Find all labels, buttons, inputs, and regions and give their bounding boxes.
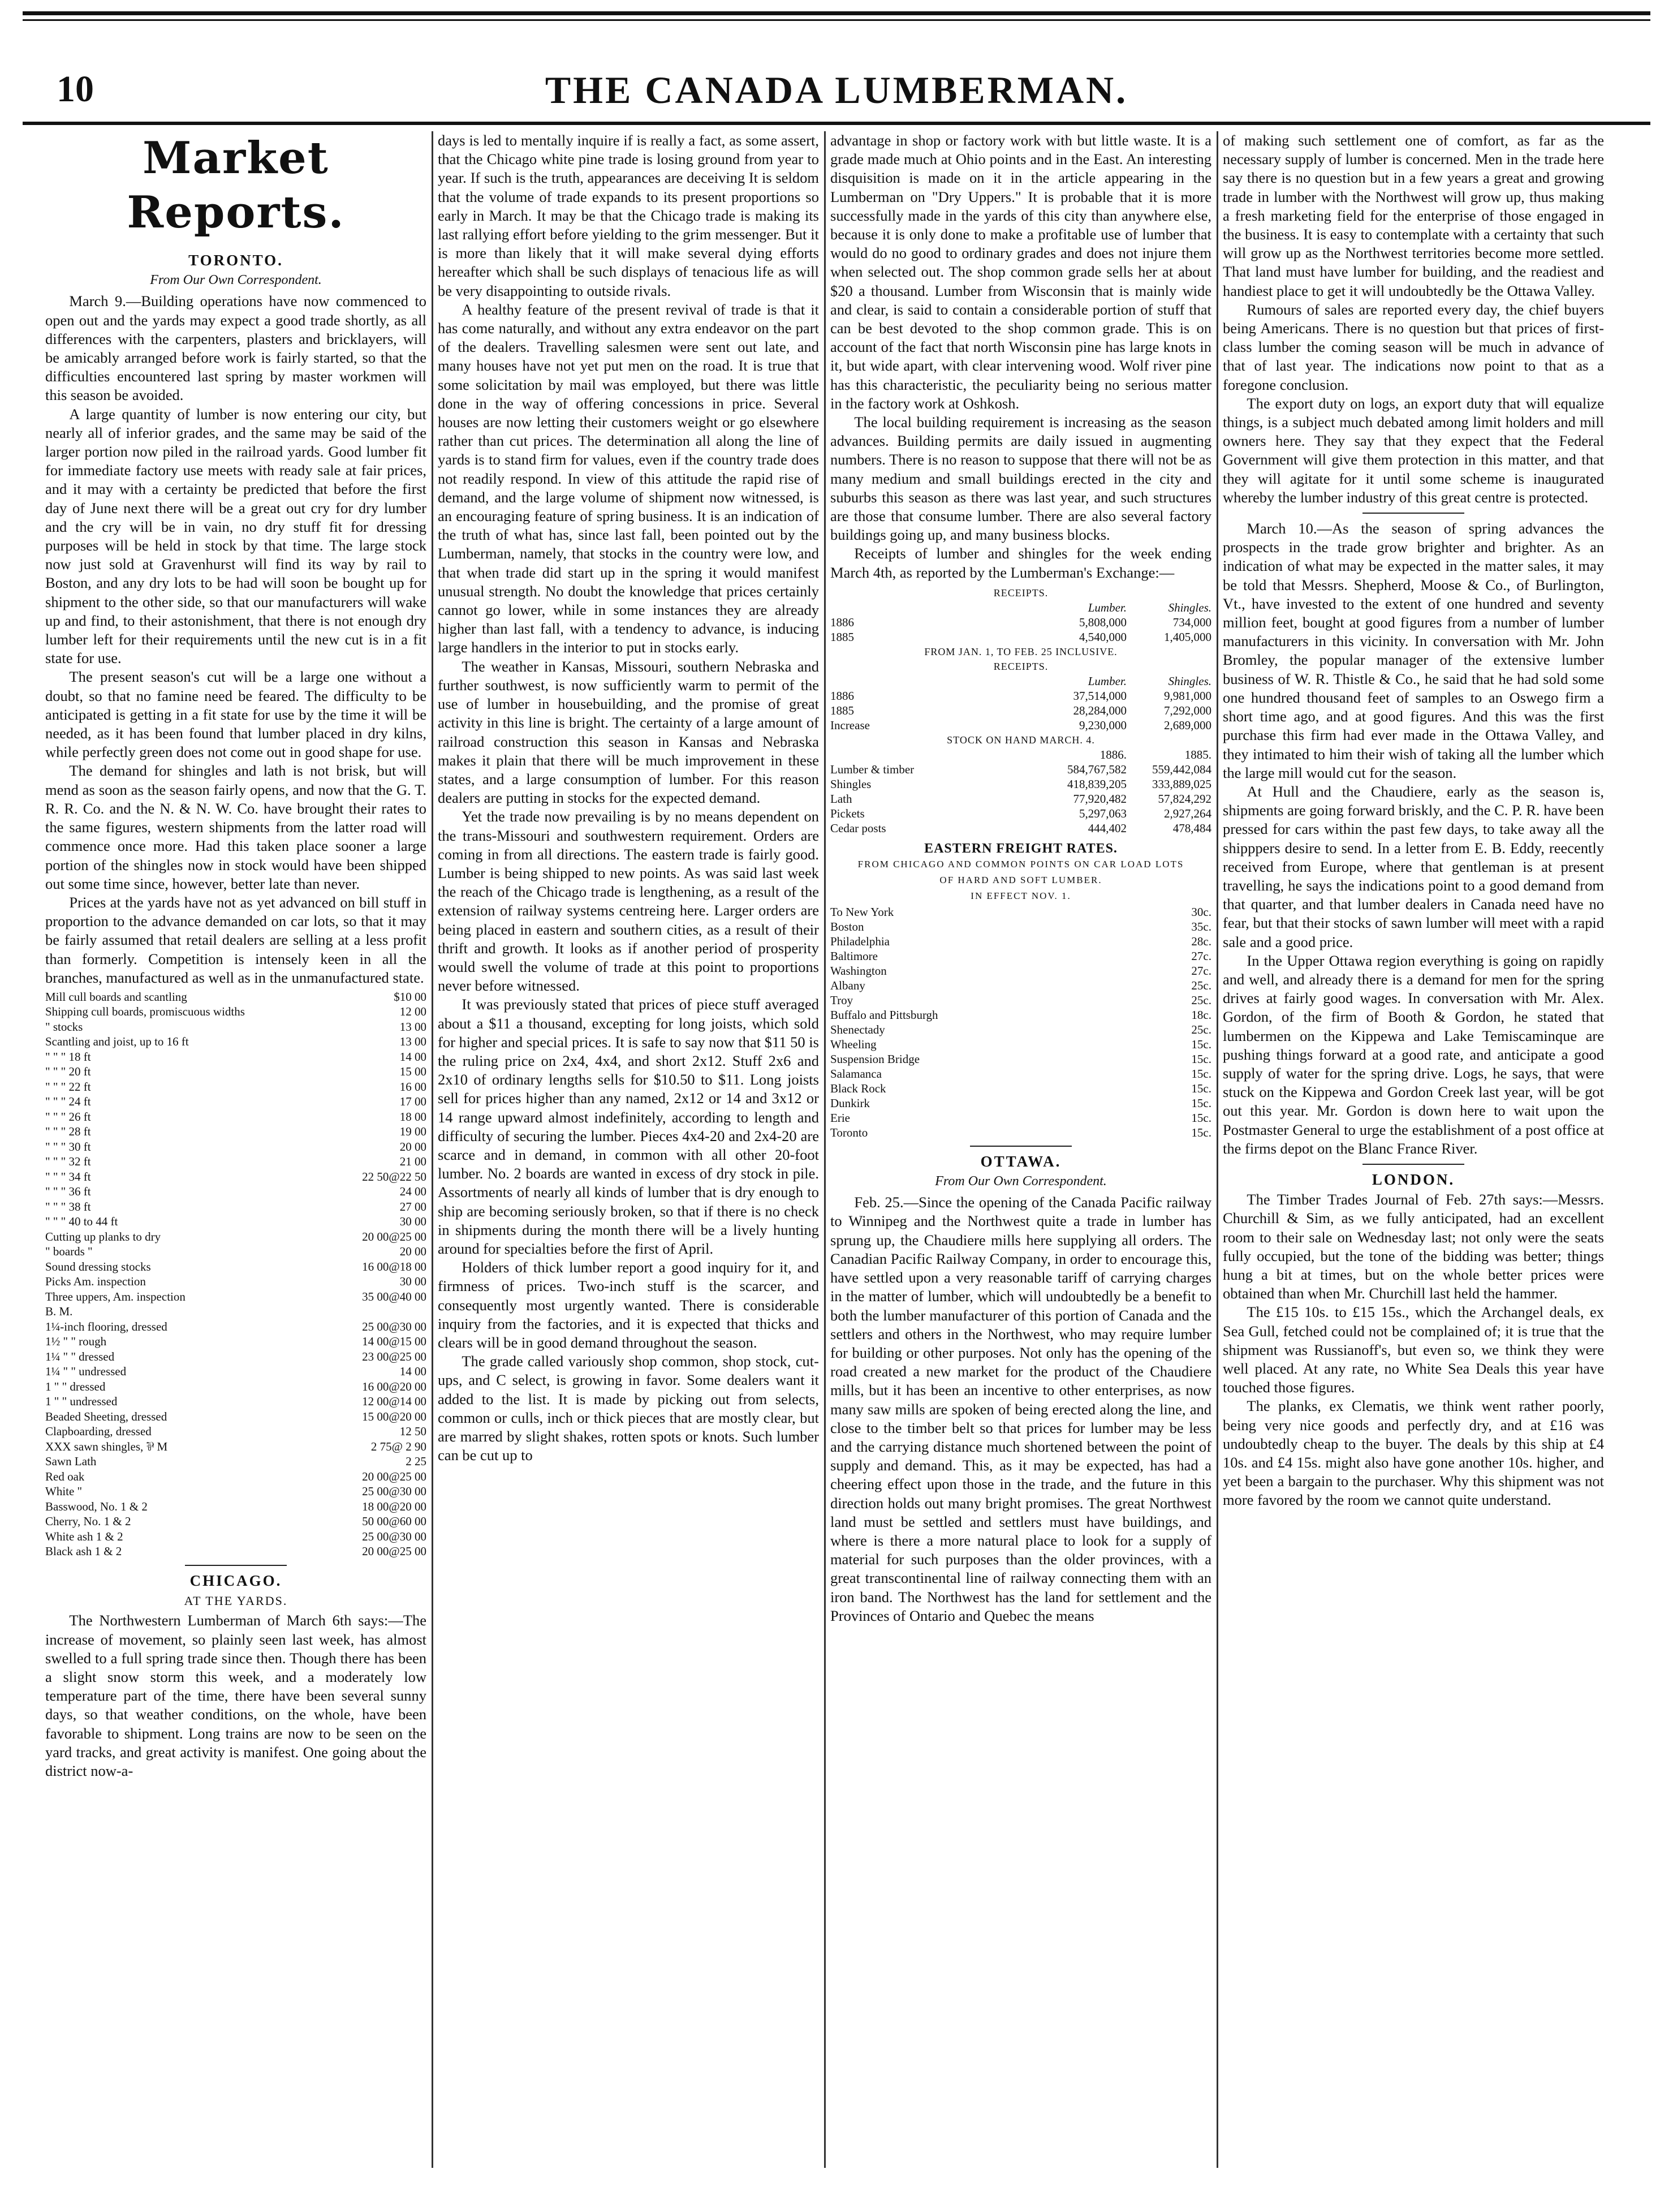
paragraph: The present season's cut will be a large one without a doubt, so that no famine need be feared. The difficulty to be anticipated is getting in a fit state for use by the time it will be needed, as it has been found that lumber placed in dry kilns, while perfectly green does not come out in good shape for use. — [45, 668, 426, 761]
freight-place: Erie — [830, 1111, 850, 1125]
table-row — [45, 1214, 426, 1229]
paragraph: Feb. 25.—Since the opening of the Canada Pacific railway to Winnipeg and the Northwest quite a trade in lumber has sprung up, the Chaudiere mills here supplying all orders. The Canadian Pacific Railway Company, in order to encourage this, have settled upon a very reasonable tariff of carrying charges in the matter of lumber, which will undoubtedly be a benefit to both the lumber manufacturer of this portion of Canada and the settlers and others in the Northwest, who may require lumber for building or other purposes. Not only has the opening of the road created a new market for the product of the Chaudiere mills, but it has been an incentive to other enterprises, as now many saw mills are spoken of being erected along the line, and close to the timber belt so that prices for lumber may be less and the carrying distance much shortened between the point of supply and demand. This, as it may be expected, has had a cheering effect upon those in the trade, and the future in this direction holds out many bright promises. The great Northwest land must be settled and settlers must have buildings, and where is there a more natural place to look for a supply of material for such purposes than the older provinces, with a great transcontinental line of railway connecting them with an iron band. The Northwest has the land for settlement and the Provinces of Ontario and Quebec the means — [830, 1194, 1211, 1624]
price-item: Basswood, No. 1 & 2 — [45, 1499, 148, 1513]
table-row — [830, 806, 1211, 821]
stock-item: Shingles — [830, 777, 872, 791]
toronto-byline: From Our Own Correspondent. — [150, 273, 322, 288]
col-header: Lumber. — [1088, 600, 1127, 614]
price-item: " " " 18 ft — [45, 1049, 91, 1064]
paragraph: The £15 10s. to £15 15s., which the Archangel deals, ex Sea Gull, fetched could not be complained of; it is true that the shipment was Russianoff's, but even so, we think they were well placed. At any rate, no White Sea Deals this year have touched those figures. — [1223, 1303, 1604, 1396]
freight-place: Toronto — [830, 1125, 868, 1139]
freight-place: Boston — [830, 919, 864, 933]
price-value: 2 25 — [406, 1454, 426, 1469]
price-value: 12 00 — [399, 1005, 426, 1019]
freight-sub: FROM CHICAGO AND COMMON POINTS ON CAR LOAD LOTS — [857, 858, 1184, 870]
price-item: Mill cull boards and scantling — [45, 989, 187, 1004]
paragraph: The demand for shingles and lath is not brisk, but will mend as soon as the season fairly opens, and now that the G. T. R. R. Co. and the N. & N. W. Co. have brought their rates to the same figures, western shipments from the latter road will commence once more. Had this taken place sooner a large portion of the shingles now in stock would have been shipped out some time since, however, better late than never. — [45, 762, 426, 892]
table-row: 1886 37,514,000 9,981,000 — [830, 688, 1211, 703]
table-row — [45, 1514, 426, 1529]
price-value: 2 75@ 2 90 — [370, 1439, 426, 1453]
price-value: 20 00@25 00 — [362, 1229, 426, 1243]
price-item: " " " 34 ft — [45, 1169, 91, 1184]
price-item: 1¼-inch flooring, dressed — [45, 1319, 167, 1333]
section-rule — [970, 1146, 1072, 1147]
table-row — [45, 1304, 426, 1319]
freight-place: Suspension Bridge — [830, 1052, 920, 1066]
top-rule — [23, 11, 1650, 15]
paragraph: of making such settlement one of comfort, as far as the necessary supply of lumber is concerned. Men in the trade here say there is no question but in a few years a great and growing trade in lumber with the Northwest will grow up, thus making a fresh marketing field for the enterprise of those engaged in the business. It is easy to contemplate with a certainty that such will grow up as the Northwest territories become more settled. That land must have lumber for building, and the readiest and handiest place to get it will undoubtedly be the Ottawa Valley. — [1223, 132, 1604, 299]
price-value: 17 00 — [399, 1095, 426, 1109]
price-item: " " " 38 ft — [45, 1199, 91, 1213]
table-row — [45, 1019, 426, 1035]
price-value: 27 00 — [399, 1199, 426, 1213]
paragraph: Yet the trade now prevailing is by no means dependent on the trans-Missouri and southwestern requirement. Orders are coming in from all directions. The eastern trade is fairly good. Lumber is being shipped to new points. As was said last week the reach of the Chicago trade is lengthening, as a result of the extension of railway systems centreing here. Larger orders are being placed in eastern and southern cities, as a result of their thrift and growth. It looks as if another period of prosperity would swell the volume of trade at this point to proportions never before witnessed. — [438, 808, 819, 995]
paragraph: The weather in Kansas, Missouri, southern Nebraska and further southwest, is now sufficiently warm to permit of the use of lumber in housebuilding, and the promise of great activity in this line is bright. The certainty of a large amount of railroad construction this season in Kansas and Nebraska makes it plain that there will be much improvement in these states, and a large consumption of lumber. For this reason dealers are putting in stocks for the expected demand. — [438, 657, 819, 807]
page-number: 10 — [57, 68, 94, 110]
column-4 — [1223, 131, 1604, 2191]
stock-1885: 2,927,264 — [1164, 806, 1211, 820]
freight-rows — [830, 905, 1211, 1140]
stock-1885: 57,824,292 — [1158, 791, 1211, 806]
table-row — [830, 821, 1211, 836]
receipts-caption: RECEIPTS. — [993, 660, 1049, 672]
stock-item: Pickets — [830, 806, 865, 820]
price-item: Beaded Sheeting, dressed — [45, 1409, 167, 1423]
price-item: " " " 28 ft — [45, 1125, 91, 1139]
table-row — [45, 1094, 426, 1109]
freight-rate: 27c. — [1191, 963, 1211, 978]
paragraph: advantage in shop or factory work with but little waste. It is a grade made much at Ohio points and in the East. An interesting disquisition is made on it in the article appearing in the Lumberman on "Dry Uppers." It is probable that it is more successfully made in the yards of this city than anywhere else, because it is only done to make a profitable use of lumber that would do no good to ordinary grades and does not injure them when selected out. The shop common grade sells her at about $20 a thousand. Lumber from Wisconsin that is mainly wide and clear, is said to contain a considerable portion of stuff that can be best devoted to the shop common grade. This is on account of the fact that north Wisconsin pine has large knots in it, but wide apart, with clear intervening wood. Wolf river pine has this characteristic, the peculiarity being no serious matter in the factory work at Oshkosh. — [830, 132, 1211, 412]
receipts-header-row — [830, 600, 1211, 615]
column-divider — [1217, 131, 1218, 2168]
freight-rate: 15c. — [1191, 1125, 1211, 1139]
table-row — [45, 1319, 426, 1335]
column-divider — [824, 131, 826, 2168]
table-row — [830, 1096, 1211, 1111]
freight-rates — [830, 841, 1211, 1140]
paragraph: The grade called variously shop common, shop stock, cut-ups, and C select, is growing in favor. Some dealers want it added to the list. It is made by picking out from selects, common or culls, inch or thick pieces that are mostly clear, but are marred by slight shakes, rotten spots or knots. Such lumber can be cut up to — [438, 1353, 819, 1464]
stock-item: Lumber & timber — [830, 762, 915, 776]
freight-title: EASTERN FREIGHT RATES. — [924, 841, 1118, 856]
table-row — [45, 1274, 426, 1289]
table-row — [830, 1037, 1211, 1052]
stock-1885: 478,484 — [1172, 821, 1211, 835]
freight-place: Buffalo and Pittsburgh — [830, 1008, 938, 1022]
price-item: 1 " " undressed — [45, 1395, 118, 1409]
table-row — [45, 1349, 426, 1365]
price-value: 16 00@20 00 — [362, 1379, 426, 1393]
price-item: " " " 40 to 44 ft — [45, 1215, 118, 1229]
paragraph: Prices at the yards have not as yet advanced on bill stuff in proportion to the advance demanded on car lots, so that it may be fairly assumed that retail dealers are selling at a less profit than formerly. Competition is intensely keen in all the branches, manufactured as well as in the unmanufactured state. — [45, 893, 426, 986]
price-item: " " " 32 ft — [45, 1155, 91, 1169]
table-row — [45, 1499, 426, 1514]
price-value: 22 50@22 50 — [362, 1169, 426, 1184]
stock-1885: 559,442,084 — [1152, 762, 1211, 776]
section-rule — [1362, 513, 1464, 514]
paragraph: days is led to mentally inquire if is really a fact, as some assert, that the Chicago white pine trade is losing ground from year to year. If such is the truth, appearances are deceiving It is seldom that the volume of trade expands to its present proportions so early in March. It may be that the Chicago trade is making its last rallying effort before yielding to the grim messenger. But it is more than likely that it will make several dying efforts hereafter which shall be such displays of tenacious life as will be very disappointing to outside rivals. — [438, 132, 819, 299]
table-row — [45, 1124, 426, 1139]
price-item: 1¼ " " undressed — [45, 1365, 127, 1379]
price-item: Cherry, No. 1 & 2 — [45, 1514, 131, 1529]
price-item: Black ash 1 & 2 — [45, 1544, 122, 1559]
price-item: " " " 36 ft — [45, 1185, 91, 1199]
table-row — [45, 1064, 426, 1079]
paragraph: A large quantity of lumber is now entering our city, but nearly all of inferior grades, and the same may be said of the larger portion now piled in the railroad yards. Good lumber fit for immediate factory use meets with ready sale at fair prices, and it may with a certainty be predicted that before the first day of June next there will be a great out cry for dry lumber and the cry will be in vain, no dry stuff fit for dressing purposes will be held in stock by that time. The large stock now just sold at Gravenhurst will find its way by rail to Boston, and any dry lots to be had will soon be bought up for shipment to the other side, so that our manufacturers will wake up and find, to their astonishment, that there is not enough dry lumber left for their requirements until the new cut is in a fit state for use. — [45, 405, 426, 667]
toronto-heading: TORONTO. — [188, 252, 283, 269]
price-item: " boards " — [45, 1245, 93, 1259]
price-item: Scantling and joist, up to 16 ft — [45, 1035, 189, 1049]
freight-rate: 25c. — [1191, 1022, 1211, 1036]
price-value: 35 00@40 00 — [362, 1289, 426, 1303]
stock-1886: 584,767,582 — [1067, 762, 1127, 776]
table-row — [45, 1439, 426, 1454]
ottawa-heading: OTTAWA. — [980, 1152, 1062, 1170]
freight-place: To New York — [830, 905, 894, 919]
table-row — [830, 1066, 1211, 1081]
paragraph: The Timber Trades Journal of Feb. 27th says:—Messrs. Churchill & Sim, as we fully anticipated, had an excellent room to their sale on Wednesday last; not only were the seats fully occupied, but the tone of the bidding was better; things hung a bit at times, but on the whole better prices were obtained than when Mr. Churchill last held the hammer. — [1223, 1191, 1604, 1302]
price-value: 14 00 — [399, 1049, 426, 1064]
price-value: 12 00@14 00 — [362, 1395, 426, 1409]
price-item: " " " 20 ft — [45, 1065, 91, 1079]
freight-rate: 15c. — [1191, 1066, 1211, 1081]
price-value: 21 00 — [399, 1155, 426, 1169]
paragraph: At Hull and the Chaudiere, early as the season is, shipments are going forward briskly, and the C. P. R. have been pressed for cars within the past few days, to take away all the shipppers desire to send. In a letter from E. B. Eddy, reecently received from Europe, where that gentleman is at present travelling, he says the indications point to a good demand from that quarter, and that lumber dealers in Canada need have no fear, but that their stocks of sawn lumber will meet with a rapid sale and a good price. — [1223, 782, 1604, 950]
paragraph: In the Upper Ottawa region everything is going on rapidly and well, and already there is a demand for men for the spring drives at fairly good wages. In conversation with Mr. Alex. Gordon, of the firm of Booth & Gordon, he stated that lumbermen on the Kippewa and Lake Temiscaminque are pushing things forward at a good rate, and anticipate a good supply of water for the spring drive. Logs, he says, that were stuck on the Kippewa and Gordon Creek last year, will be got out this year. Mr. Gordon is down here to wait upon the Postmaster General to urge the establishment of a post office at the firms depot on the Blanc France River. — [1223, 952, 1604, 1157]
freight-rate: 30c. — [1191, 905, 1211, 919]
table-row: 1886 5,808,000 734,000 — [830, 615, 1211, 629]
price-value: 13 00 — [399, 1019, 426, 1034]
price-item: Three uppers, Am. inspection — [45, 1289, 186, 1303]
table-row — [830, 949, 1211, 963]
paragraph: Rumours of sales are reported every day, the chief buyers being Americans. There is no question but that prices of first-class lumber the coming season will be much in advance of that of last year. The indications now point to that as a foregone conclusion. — [1223, 300, 1604, 393]
freight-rate: 25c. — [1191, 993, 1211, 1007]
paragraph: The Northwestern Lumberman of March 6th says:—The increase of movement, so plainly seen last week, has almost swelled to a full spring trade since then. Though there has been a slight snow storm this week, and a moderately low temperature part of the time, there have been several sunny days, so that weather conditions, on the whole, have been favorable to shipment. Long trains are now to be seen on the yard tracks, and great activity is manifest. One going about the district now-a- — [45, 1612, 426, 1779]
freight-sub: IN EFFECT NOV. 1. — [971, 890, 1071, 901]
table-row — [830, 993, 1211, 1008]
freight-rate: 15c. — [1191, 1052, 1211, 1066]
price-item: Sawn Lath — [45, 1454, 97, 1469]
stock-1886: 444,402 — [1088, 821, 1127, 835]
freight-place: Wheeling — [830, 1037, 877, 1051]
table-row — [45, 1484, 426, 1499]
price-value: $10 00 — [394, 989, 426, 1004]
stock-item: Cedar posts — [830, 821, 886, 835]
price-value: 12 50 — [399, 1425, 426, 1439]
freight-rate: 18c. — [1191, 1008, 1211, 1022]
table-row: 1885 28,284,000 7,292,000 — [830, 703, 1211, 717]
receipts-caption: FROM JAN. 1, TO FEB. 25 INCLUSIVE. — [924, 645, 1118, 657]
price-item: 1 " " dressed — [45, 1379, 106, 1393]
price-value: 20 00@25 00 — [362, 1469, 426, 1483]
price-value: 15 00 — [399, 1065, 426, 1079]
price-item: 1¼ " " dressed — [45, 1349, 115, 1363]
table-row — [45, 1229, 426, 1245]
price-item: Clapboarding, dressed — [45, 1425, 152, 1439]
london-heading: LONDON. — [1372, 1170, 1455, 1188]
paragraph: A healthy feature of the present revival of trade is that it has come naturally, and without any extra endeavor on the part of the dealers. Travelling salesmen were sent out late, and many houses have not yet put men on the road. It is true that some solicitation by mail was employed, but there was little done in the way of offering concessions in price. Several houses are now letting their customers weight or go elsewhere rather than cut prices. The determination all along the line of yards is to stand firm for values, even if the country trade does not readily respond. In view of this attitude the rapid rise of demand, and the large volume of shipment now witnessed, is an encouraging feature of spring business. It is an indication of the truth of what has, since last fall, been pointed out by the Lumberman, namely, that stocks in the country were low, and that when trade did start up in the spring it would manifest unusual strength. No doubt the knowledge that prices certainly cannot go lower, while in some instances they are already higher than last fall, with a tendency to advance, is inducing large handlers in the interior to put in stocks early. — [438, 300, 819, 656]
freight-rate: 15c. — [1191, 1037, 1211, 1051]
price-value: 30 00 — [399, 1275, 426, 1289]
receipts-header-row: Lumber. Shingles. — [1088, 674, 1211, 688]
table-row — [830, 963, 1211, 978]
table-row — [45, 1004, 426, 1019]
table-row — [45, 1034, 426, 1049]
masthead: THE CANADA LUMBERMAN. — [545, 68, 1128, 111]
price-item: Picks Am. inspection — [45, 1275, 146, 1289]
table-row — [45, 989, 426, 1005]
table-row — [45, 1379, 426, 1395]
price-value: 25 00@30 00 — [362, 1319, 426, 1333]
freight-sub: OF HARD AND SOFT LUMBER. — [939, 874, 1102, 885]
table-row — [45, 1139, 426, 1155]
section-rule — [1362, 1164, 1464, 1165]
chicago-heading: CHICAGO. — [189, 1572, 282, 1589]
paragraph: Holders of thick lumber report a good inquiry for it, and firmness of prices. Two-inch stuff is the scarcer, and consequently most urgently wanted. There is considerable inquiry from the factories, and it is expected that thicks and clears will be in good demand throughout the season. — [438, 1259, 819, 1351]
table-row — [830, 919, 1211, 934]
header-rule — [23, 122, 1650, 125]
table-row — [830, 791, 1211, 806]
column-divider — [432, 131, 433, 2168]
price-item: " " " 24 ft — [45, 1095, 91, 1109]
table-row — [45, 1109, 426, 1125]
stock-item: Lath — [830, 791, 852, 806]
freight-rate: 25c. — [1191, 978, 1211, 992]
table-row: 1885 4,540,000 1,405,000 — [830, 630, 1211, 644]
price-value: 19 00 — [399, 1125, 426, 1139]
paragraph: It was previously stated that prices of piece stuff averaged about a $11 a thousand, excepting for long joists, which sold for higher and special prices. It is safe to say now that $11 50 is the ruling price on 2x4, 4x4, and short 2x12. Stuff 2x6 and 2x10 of ordinary lengths sells for $10.50 to $11. Long joists sell for prices higher than any named, 2x12 or 14 and 3x12 or 14 range upward almost indefinitely, according to length and difficulty of securing the lumber. Pieces 4x4-20 and 2x4-20 are scarce and in demand, in common with all other 20-foot lumber. No. 2 boards are wanted in excess of dry stock in pile. Assortments of nearly all kinds of lumber that is dry enough to ship are becoming seriously broken, so that if there is no check in shipments during the month there will be a lively hunting around for specialties before the first of April. — [438, 996, 819, 1257]
price-value: 18 00 — [399, 1109, 426, 1124]
table-row — [45, 1334, 426, 1349]
table-row — [830, 1081, 1211, 1096]
price-value: 50 00@60 00 — [362, 1514, 426, 1529]
table-row — [830, 1022, 1211, 1037]
price-item: White " — [45, 1484, 83, 1499]
table-row — [45, 1154, 426, 1169]
column-3 — [830, 131, 1211, 2191]
table-row — [830, 978, 1211, 993]
price-item: " stocks — [45, 1019, 83, 1034]
table-row — [45, 1394, 426, 1409]
freight-place: Black Rock — [830, 1081, 886, 1095]
stock-1886: 77,920,482 — [1073, 791, 1127, 806]
page-header — [23, 68, 1650, 119]
table-row — [830, 1125, 1211, 1140]
table-row — [45, 1409, 426, 1425]
price-value: 25 00@30 00 — [362, 1529, 426, 1543]
column-2 — [438, 131, 819, 2191]
table-row — [830, 762, 1211, 777]
section-rule — [185, 1565, 287, 1566]
column-1 — [45, 131, 426, 2191]
section-title: Market Reports. — [127, 132, 345, 238]
paragraph: The planks, ex Clematis, we think went rather poorly, being very nice goods and perfectly dry, and at £16 was undoubtedly cheap to the buyer. The deals by this ship at £4 10s. and £4 15s. might also have gone another 10s. higher, and yet been a bargain to the purchaser. Why this shipment was not more favored by the room we cannot quite understand. — [1223, 1397, 1604, 1509]
freight-rate: 15c. — [1191, 1096, 1211, 1110]
freight-place: Philadelphia — [830, 934, 890, 948]
table-row — [830, 934, 1211, 949]
paragraph: Receipts of lumber and shingles for the week ending March 4th, as reported by the Lumberman's Exchange:— — [830, 545, 1211, 581]
price-value: 25 00@30 00 — [362, 1484, 426, 1499]
table-row — [45, 1469, 426, 1484]
top-rule-thin — [23, 19, 1650, 21]
freight-rate: 27c. — [1191, 949, 1211, 963]
price-value: 20 00@25 00 — [362, 1544, 426, 1559]
table-row — [830, 1052, 1211, 1066]
price-item: Sound dressing stocks — [45, 1259, 151, 1273]
price-value: 14 00@15 00 — [362, 1335, 426, 1349]
freight-place: Salamanca — [830, 1066, 882, 1081]
table-row — [45, 1289, 426, 1305]
price-list — [45, 989, 426, 1559]
price-value: 20 00 — [399, 1245, 426, 1259]
freight-rate: 35c. — [1191, 919, 1211, 933]
table-row — [45, 1424, 426, 1439]
chicago-subheading: AT THE YARDS. — [184, 1594, 288, 1608]
paragraph: The export duty on logs, an export duty that will equalize things, is a subject much debated among limit holders and mill owners here. They say that they expect that the Federal Government will give them protection in this matter, and that they will agitate for it until some scheme is inaugurated whereby the lumber industry of this great centre is protected. — [1223, 394, 1604, 506]
stock-header-row: 1886. 1885. — [1099, 747, 1211, 761]
paragraph: The local building requirement is increasing as the season advances. Building permits are daily issued in augmenting numbers. There is no reason to suppose that there will not be as many medium and small buildings erected in the city and suburbs this season as there was last year, and such structures are those that consume lumber. There are also several factory buildings going up, and many business blocks. — [830, 414, 1211, 544]
freight-place: Albany — [830, 978, 865, 992]
table-row — [45, 1529, 426, 1544]
increase-row: Increase 9,230,000 2,689,000 — [830, 718, 1211, 732]
freight-place: Dunkirk — [830, 1096, 870, 1110]
freight-rate: 15c. — [1191, 1081, 1211, 1095]
table-row — [830, 777, 1211, 791]
price-value: 30 00 — [399, 1215, 426, 1229]
table-row — [830, 905, 1211, 919]
receipts-caption: RECEIPTS. — [993, 587, 1049, 599]
freight-rate: 28c. — [1191, 934, 1211, 948]
stock-rows — [830, 762, 1211, 836]
price-value: 20 00 — [399, 1139, 426, 1154]
table-row — [45, 1364, 426, 1379]
price-value: 16 00 — [399, 1079, 426, 1094]
stock-1885: 333,889,025 — [1152, 777, 1211, 791]
stock-caption: STOCK ON HAND MARCH. 4. — [947, 734, 1095, 746]
price-value: 18 00@20 00 — [362, 1499, 426, 1513]
price-item: B. M. — [45, 1305, 73, 1319]
col-header: Shingles. — [1168, 600, 1211, 614]
freight-place: Troy — [830, 993, 853, 1007]
price-item: Shipping cull boards, promiscuous widths — [45, 1005, 245, 1019]
price-value: 15 00@20 00 — [362, 1409, 426, 1423]
paragraph: March 9.—Building operations have now commenced to open out and the yards may expect a good trade shortly, as all differences with the carpenters, plasters and bricklayers, will be amicably arranged before work is fairly started, so that the difficulties encountered last spring by master workmen will this season be avoided. — [45, 292, 426, 404]
table-row — [830, 1008, 1211, 1022]
freight-rate: 15c. — [1191, 1111, 1211, 1125]
price-value: 14 00 — [399, 1365, 426, 1379]
price-value: 24 00 — [399, 1185, 426, 1199]
freight-place: Washington — [830, 963, 887, 978]
price-item: XXX sawn shingles, ⅌ M — [45, 1439, 168, 1453]
table-row — [830, 1111, 1211, 1125]
price-item: " " " 26 ft — [45, 1109, 91, 1124]
newspaper-page — [23, 0, 1650, 2212]
price-value: 23 00@25 00 — [362, 1349, 426, 1363]
table-row — [45, 1454, 426, 1469]
table-row — [45, 1049, 426, 1065]
table-row — [45, 1259, 426, 1275]
table-row — [45, 1244, 426, 1259]
freight-place: Baltimore — [830, 949, 878, 963]
table-row — [45, 1079, 426, 1095]
receipts-table — [830, 586, 1211, 836]
stock-1886: 418,839,205 — [1067, 777, 1127, 791]
paragraph: March 10.—As the season of spring advances the prospects in the trade grow brighter and brighter. As an indication of what may be expected in the matter sales, it may be told that Messrs. Shepherd, Moose & Co., of Burlington, Vt., have invested to the extent of one hundred and seventy million feet, bought at good figures from a number of lumber manufacturers in this vicinity. In conversation with Mr. John Bromley, the popular manager of the extensive lumber business of W. R. Thistle & Co., he said that he had sold some one hundred thousand feet of samples to an Oswego firm a short time ago, and at good figures. And this was the first purchase this firm had ever made in the Ottawa Valley, and they intimated to him their wish of taking all the lumber which the large mill would cut for the season. — [1223, 520, 1604, 781]
table-row — [45, 1544, 426, 1559]
price-value: 13 00 — [399, 1035, 426, 1049]
table-row — [45, 1199, 426, 1215]
table-row — [45, 1184, 426, 1199]
price-value: 16 00@18 00 — [362, 1259, 426, 1273]
price-item: Cutting up planks to dry — [45, 1229, 161, 1243]
ottawa-byline: From Our Own Correspondent. — [935, 1174, 1107, 1189]
table-row — [45, 1169, 426, 1185]
stock-1886: 5,297,063 — [1079, 806, 1127, 820]
freight-place: Shenectady — [830, 1022, 885, 1036]
price-item: " " " 22 ft — [45, 1079, 91, 1094]
price-item: " " " 30 ft — [45, 1139, 91, 1154]
price-item: Red oak — [45, 1469, 85, 1483]
price-item: White ash 1 & 2 — [45, 1529, 123, 1543]
price-item: 1½ " " rough — [45, 1335, 107, 1349]
